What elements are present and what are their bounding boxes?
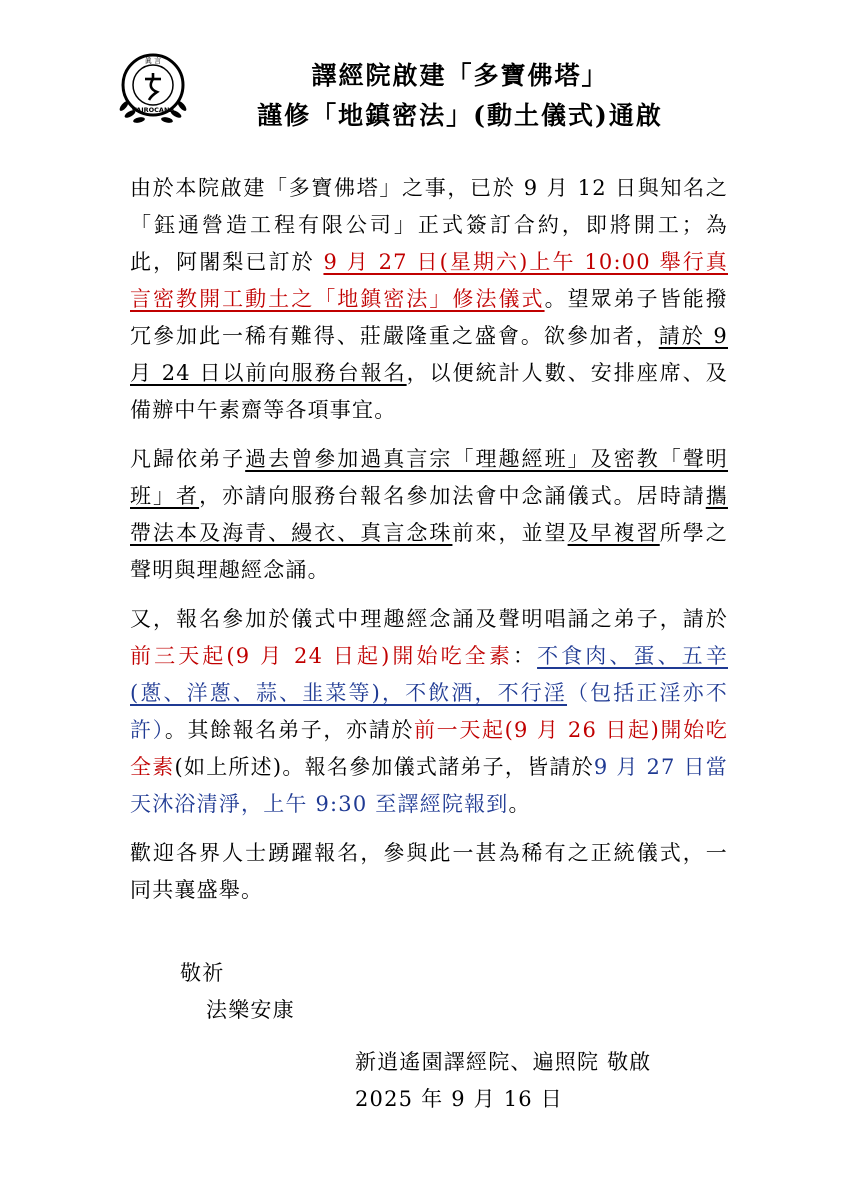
registration-deadline: 請於 9 月 24 日以前向服務台報名: [130, 324, 728, 385]
other-participants-text: 。其餘報名弟子，亦請於: [164, 718, 415, 742]
colon-separator: ：: [512, 644, 538, 668]
report-time-highlight: 9 月 27 日當天沐浴清淨，上午 9:30 至譯經院報到: [130, 755, 728, 816]
review-early: 及早複習: [567, 521, 660, 545]
ceremony-purpose-text: ，以便統計人數、安排座席、及備辦中午素齋等各項事宜。: [130, 361, 728, 422]
paragraph-vegetarian-rules: [130, 601, 728, 823]
items-to-bring: 攜帶法本及海青、縵衣、真言念珠: [130, 484, 728, 545]
chanting-intro-text: 凡歸依弟子: [130, 447, 246, 471]
chanting-come-text: 前來，並望: [452, 521, 568, 545]
paragraph-ceremony-notice: [130, 170, 728, 429]
closing-wish: 法樂安康: [206, 998, 295, 1022]
vegetarian-start-1day: 前一天起(9 月 26 日起)開始吃全素: [130, 718, 729, 779]
paragraph-welcome: 歡迎各界人士踴躍報名，參與此一甚為稀有之正統儀式，一同共襄盛舉。: [130, 841, 728, 902]
vegetarian-start-3days: 前三天起(9 月 24 日起)開始吃全素: [130, 644, 513, 668]
same-as-above-text: (如上所述)。報名參加儀式諸弟子，皆請於: [174, 755, 594, 779]
ceremony-date-highlight: 9 月 27 日(星期六)上午 10:00 舉行真言密教開工動土之「地鎮密法」修法儀式: [130, 250, 728, 311]
announcement-body: [130, 170, 728, 921]
vegetarian-intro-text: 又，報名參加於儀式中理趣經念誦及聲明唱誦之弟子，請於: [130, 607, 728, 631]
title-line-1: 譯經院啟建「多寶佛塔」: [311, 61, 609, 90]
ceremony-intro-text: 由於本院啟建「多寶佛塔」之事，已於 9 月 12 日與知名之「鈺通營造工程有限公司」正式簽訂合約，即將開工；為此，阿闍梨已訂於: [130, 176, 728, 274]
seal-center-mark-icon: [145, 73, 161, 100]
paragraph-chanting-participants: [130, 441, 728, 589]
closing-greeting: 敬祈: [180, 961, 225, 985]
past-class-requirement: 過去曾參加過真言宗「理趣經班」及密教「聲明班」者: [130, 447, 729, 508]
chanting-register-text: ，亦請向服務台報名參加法會中念誦儀式。居時請: [199, 484, 706, 508]
signature-date: 2025 年 9 月 16 日: [355, 1087, 563, 1111]
title-line-2: 謹修「地鎮密法」(動土儀式)通啟: [257, 101, 663, 130]
signature-org: 新逍遙園譯經院、遍照院 敬啟: [355, 1050, 652, 1074]
period: 。: [508, 792, 531, 816]
temple-seal-logo: [112, 48, 194, 130]
dietary-restrictions: 不食肉、蛋、五辛(蔥、洋蔥、蒜、韭菜等)，不飲酒，不行淫: [130, 644, 728, 705]
chanting-review-text: 所學之聲明與理趣經念誦。: [130, 521, 728, 582]
seal-top-text: 眞 言: [144, 57, 162, 65]
seal-bottom-text: VAIROCANA: [131, 106, 175, 114]
ceremony-invite-text: 。望眾弟子皆能撥冗參加此一稀有難得、莊嚴隆重之盛會。欲參加者，: [130, 287, 728, 348]
dietary-note: （包括正淫亦不許）: [130, 681, 729, 742]
